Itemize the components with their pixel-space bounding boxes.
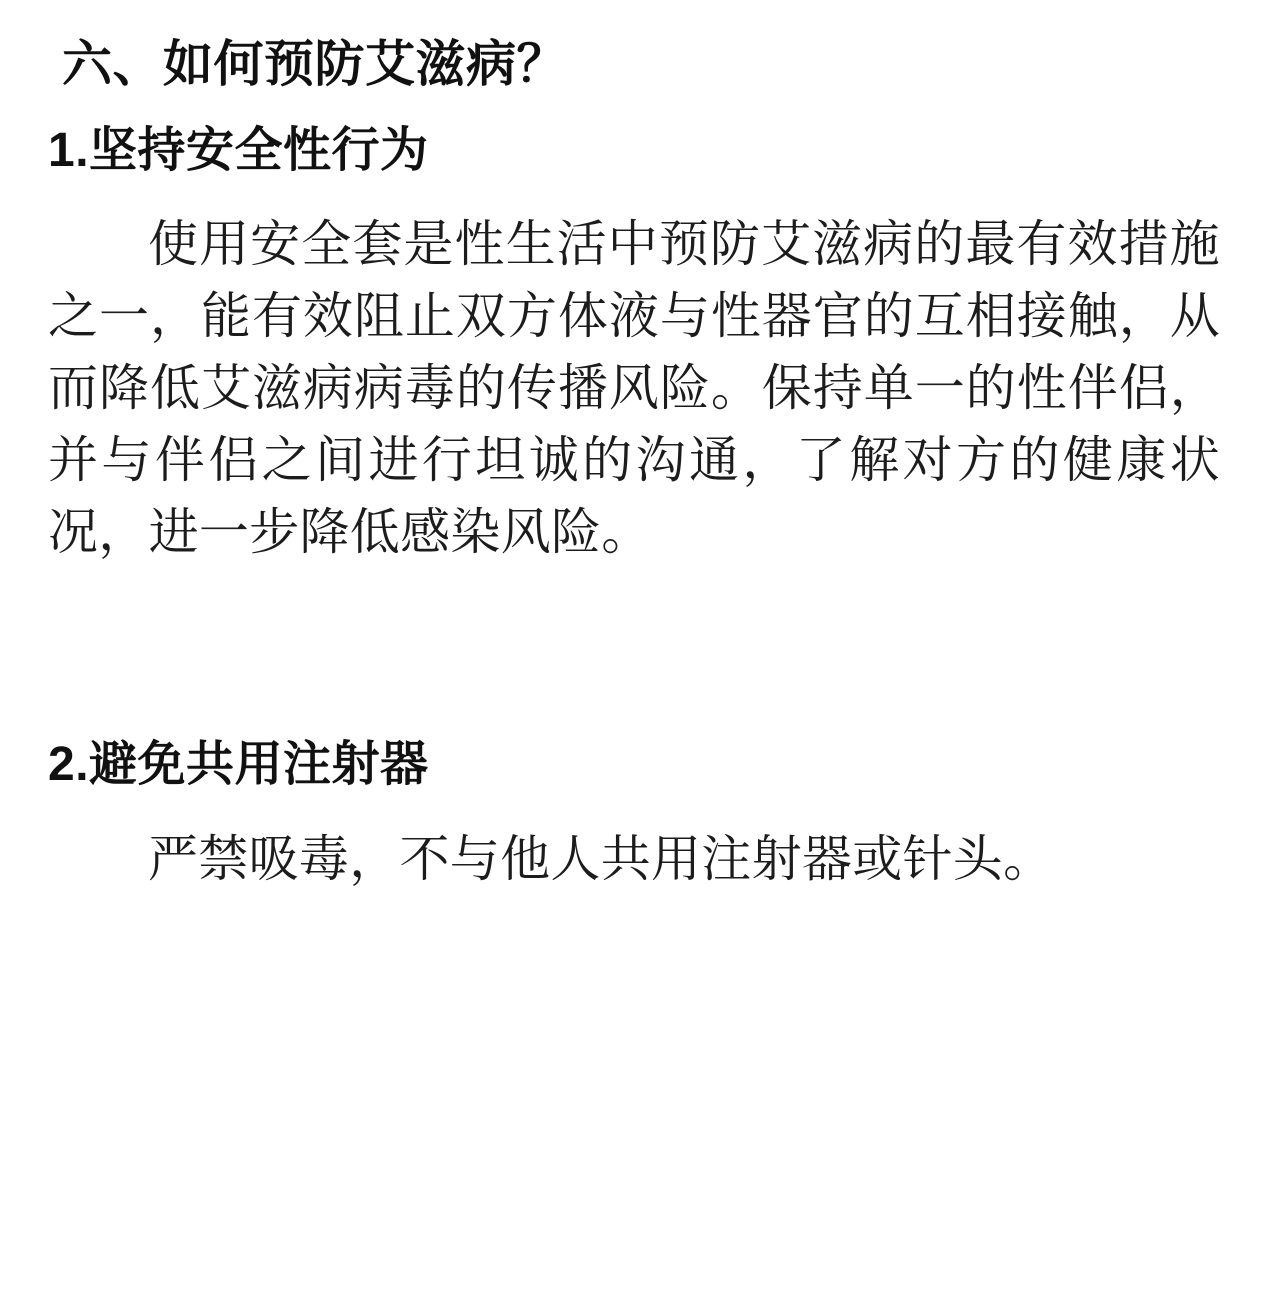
subsection-heading-2: 2.避免共用注射器 <box>48 738 429 792</box>
page-title: 六、如何预防艾滋病？ <box>62 36 567 92</box>
subsection-paragraph-1: 使用安全套是性生活中预防艾滋病的最有效措施之一，能有效阻止双方体液与性器官的互相接触，从而降低艾滋病病毒的传播风险。保持单一的性伴侣，并与伴侣之间进行坦诚的沟通，了解对方的健康状况，进一步降低感染风险。 <box>48 216 1220 561</box>
paragraph-spacer <box>48 568 1220 638</box>
subsection-paragraph-2: 严禁吸毒，不与他人共用注射器或针头。 <box>148 830 1054 887</box>
subsection-heading-1: 1.坚持安全性行为 <box>48 124 429 177</box>
